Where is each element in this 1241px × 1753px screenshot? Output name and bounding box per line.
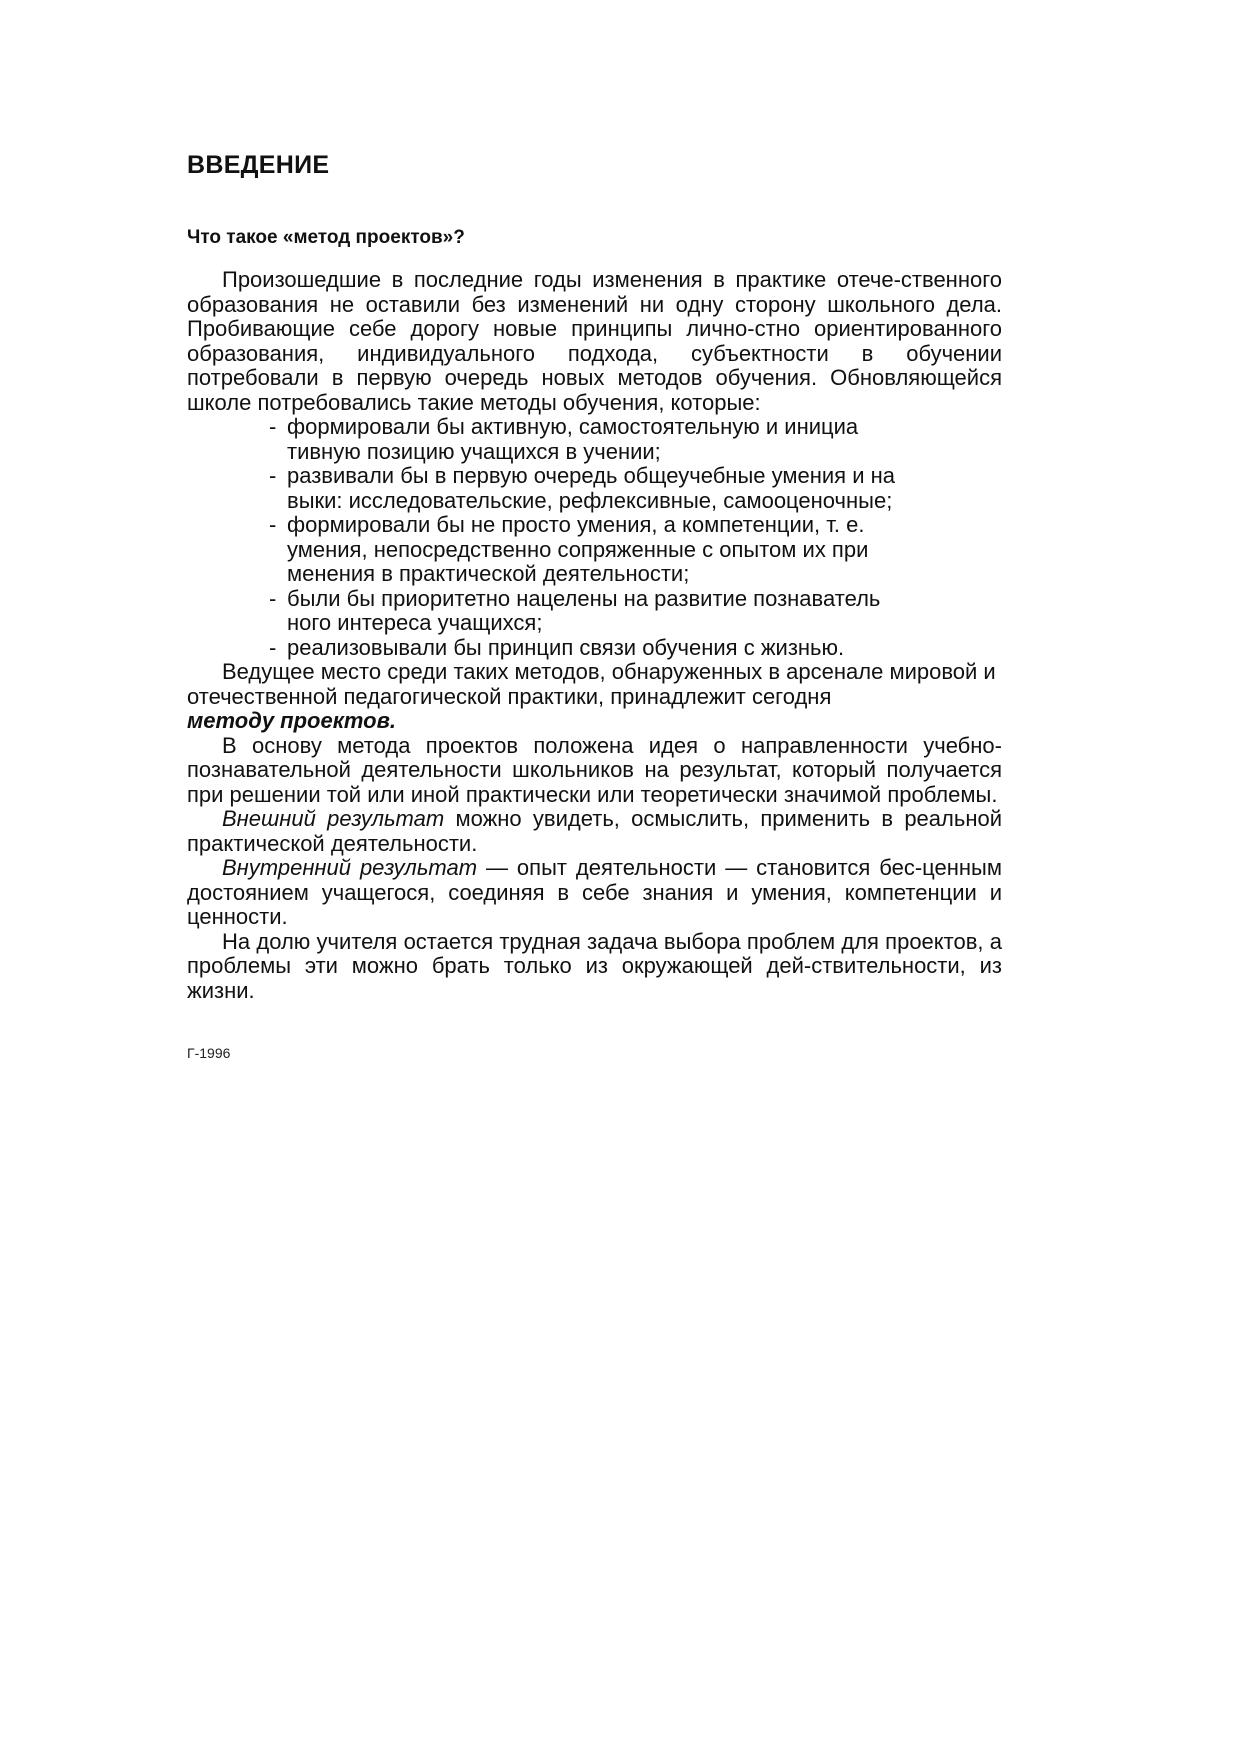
external-result-paragraph (187, 807, 1002, 856)
internal-result-text: — опыт деятельности — становится бес-ценным достоянием учащегося, соединяя в себе знания и умения, компетенции и ценности. (187, 855, 1002, 929)
leading-text: Ведущее место среди таких методов, обнаруженных в арсенале мировой и отечественной педагогической практики, принадлежит сегодня (187, 659, 996, 709)
internal-result-term: Внутренний результат (222, 855, 478, 880)
basis-paragraph: В основу метода проектов положена идея о направленности учебно-познавательной деятельности школьников на результат, который получается при решении той или иной практически или теоретически значимой проблемы. (187, 732, 1002, 807)
list-item: - реализовывали бы принцип связи обучения с жизнью. (267, 636, 927, 661)
publication-code: Г-1996 (187, 1045, 231, 1061)
teacher-paragraph: На долю учителя остается трудная задача выбора проблем для проектов, а проблемы эти можно брать только из окружающей дей-ствительности, из жизни. (187, 928, 1002, 1003)
intro-paragraph: Произошедшие в последние годы изменения в практике отече-ственного образования не оставили без изменений ни одну сторону школьного дела. Пробивающие себе дорогу новые принципы лично-стно ориентированного образования, индивидуального подхода, субъектности в обучении потребовали в первую очередь новых методов обучения. Обновляющейся школе потребовались такие методы обучения, которые: (187, 267, 1002, 415)
leading-paragraph (187, 660, 1002, 734)
internal-result-paragraph (187, 856, 1002, 930)
external-result-text: можно увидеть, осмыслить, применить в реальной практической деятельности. (187, 806, 1002, 856)
list-item: - были бы приоритетно нацелены на развитие познаватель ного интереса учащихся; (267, 587, 927, 636)
project-method-emphasis: методу проектов. (187, 708, 396, 733)
section-subheading: Что такое «метод проектов»? (187, 227, 465, 248)
page-content (187, 148, 1002, 1003)
list-item: - развивали бы в первую очередь общеучебные умения и на выки: исследовательские, рефлексивные, самооценочные; (267, 464, 927, 513)
body-text (187, 268, 1002, 1003)
section-heading: ВВЕДЕНИЕ (187, 151, 330, 179)
methods-list (187, 415, 927, 660)
list-item: - формировали бы не просто умения, а компетенции, т. е. умения, непосредственно сопряженные с опытом их при менения в практической деятельности; (267, 513, 927, 587)
list-item: - формировали бы активную, самостоятельную и инициа тивную позицию учащихся в учении; (267, 415, 927, 464)
external-result-term: Внешний результат (222, 806, 445, 831)
